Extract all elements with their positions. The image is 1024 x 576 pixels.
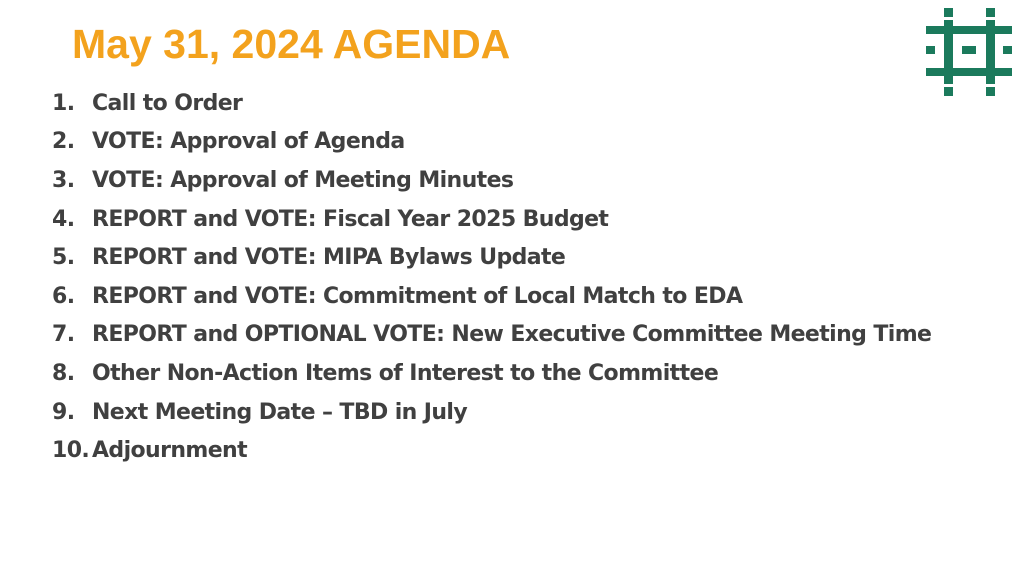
list-item [52,393,931,432]
list-item [52,354,931,393]
list-item [52,161,931,200]
hash-grid-logo-icon [922,6,1016,98]
item-number: 9. [52,399,75,425]
item-text: REPORT and VOTE: Commitment of Local Match to EDA [92,283,743,309]
item-number: 2. [52,129,75,155]
item-text: VOTE: Approval of Agenda [92,129,405,155]
agenda-list [52,84,931,470]
item-number: 8. [52,360,75,386]
item-text: Adjournment [92,438,248,464]
item-text: REPORT and OPTIONAL VOTE: New Executive Committee Meeting Time [92,322,932,348]
list-item [52,84,931,123]
list-item [52,431,931,470]
list-item [52,200,931,239]
item-text: Other Non-Action Items of Interest to the Committee [92,360,719,386]
item-number: 5. [52,245,75,271]
item-text: REPORT and VOTE: MIPA Bylaws Update [92,245,566,271]
item-number: 6. [52,283,75,309]
item-number: 10. [52,438,90,464]
item-text: Next Meeting Date – TBD in July [92,399,468,425]
item-text: VOTE: Approval of Meeting Minutes [92,167,514,193]
item-number: 3. [52,167,75,193]
list-item [52,316,931,355]
item-text: Call to Order [92,90,243,116]
page-title: May 31, 2024 AGENDA [72,21,511,67]
list-item [52,123,931,162]
item-number: 1. [52,90,75,116]
item-text: REPORT and VOTE: Fiscal Year 2025 Budget [92,206,609,232]
item-number: 7. [52,322,75,348]
list-item [52,277,931,316]
item-number: 4. [52,206,75,232]
list-item [52,238,931,277]
